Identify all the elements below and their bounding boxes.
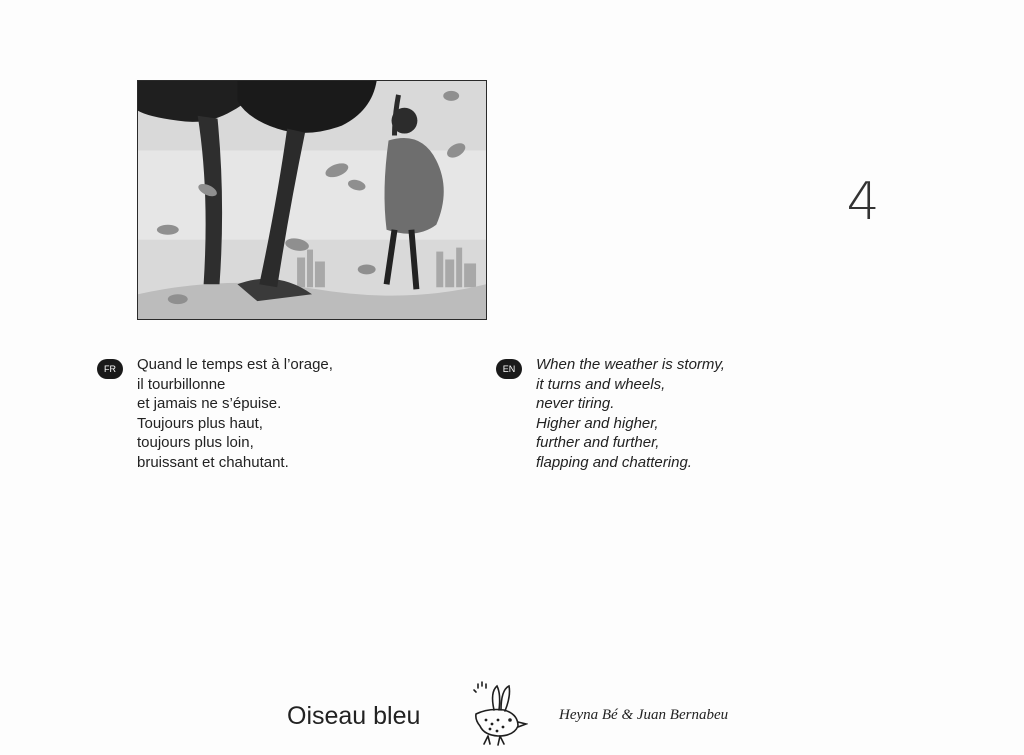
poem-line: il tourbillonne (137, 375, 226, 393)
illustration (137, 80, 487, 320)
bird-logo-icon (470, 680, 528, 748)
poem-line: Higher and higher, (536, 414, 659, 432)
page-number: 4 (846, 172, 880, 232)
poem-line: Quand le temps est à l’orage, (137, 356, 333, 373)
poem-english (536, 355, 725, 472)
language-badge-fr: FR (97, 359, 123, 379)
book-authors: Heyna Bé & Juan Bernabeu (559, 707, 729, 723)
poem-line: never tiring. (536, 395, 615, 412)
storm-illustration-icon (138, 81, 486, 319)
poem-line: When the weather is stormy, (536, 356, 725, 373)
poem-line: bruissant et chahutant. (137, 453, 289, 471)
poem-line: toujours plus loin, (137, 434, 254, 451)
poem-line: flapping and chattering. (536, 453, 692, 471)
poem-french (137, 355, 333, 472)
poem-line: Toujours plus haut, (137, 414, 263, 432)
poem-line: et jamais ne s’épuise. (137, 395, 282, 412)
poem-line: it turns and wheels, (536, 375, 666, 393)
book-title: Oiseau bleu (287, 702, 421, 730)
language-badge-en: EN (496, 359, 522, 379)
poem-line: further and further, (536, 434, 660, 451)
